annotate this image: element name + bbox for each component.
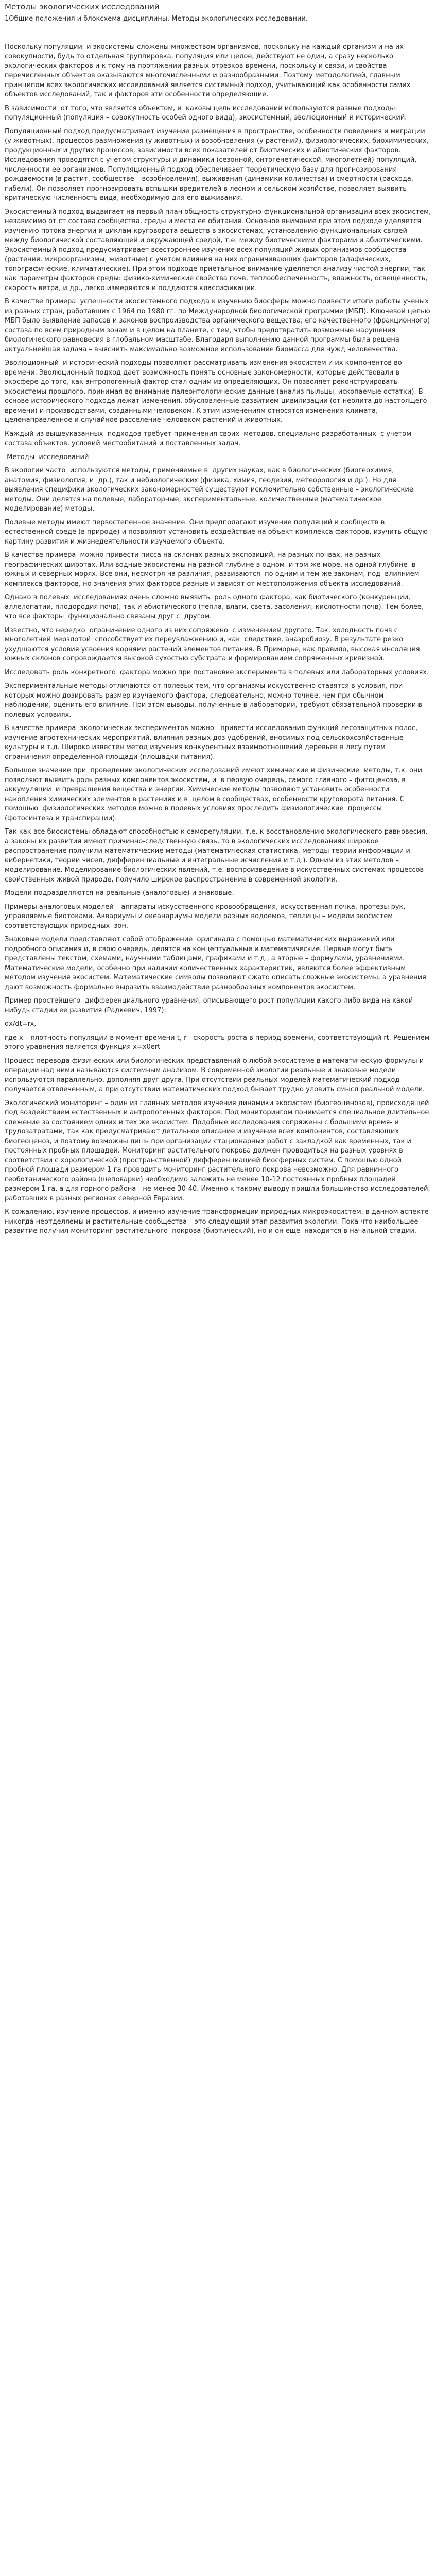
page-title: Методы экологических исследований [5,2,160,11]
paragraph: Экспериментальные методы отличаются от полевых тем, что организмы искусственно ставятся в условия, при которых можно дозировать размер изучаемого фактора, следовательно, можно точнее, чем при обычном наблюдении, оценить его влияние. При этом выводы, полученные в лаборатории, требуют обязательной проверки в полевых условиях. [5,682,425,719]
paragraph: Популяционный подход предусматривает изучение размещения в пространстве, особенности поведения и миграции (у животных), процессов размножения (у животных) и возобновления (у растений), физиологических, биохимических, продукционных и других процессов, зависимости всех показателей от биотических и абиотических факторов. Исследования проводятся с учетом структуры и динамики (сезонной, онтогенетической, многолетней) популяций, численности ее организмов. Популяционный подход обеспечивает теоретическую базу для прогнозирования рождаемости (в растит. сообществе – возобновления), выживания (динамики количества) и смертности (расхода, гибели). Он позволяет прогнозировать вспышки вредителей в лесном и сельском хозяйстве, позволяет выявить критическую численность вида, необходимую для его выживания. [5,127,431,202]
paragraph: В качестве примера можно привести писса на склонах разных экспозиций, на разных почвах, на разных географических широтах. Или водные экосистемы на разной глубине в одном и том же море, на одной глубине в южных и северных морях. Все они, несмотря на различия, развиваются по одним и тем же законам, под влиянием комплекса факторов, но значения этих факторов разные и зависят от местоположения объекта исследований. [5,551,422,588]
paragraph: Так как все биосистемы обладают способностью к саморегуляции, т.е. к восстановлению экологического равновесия, а законы их развития имеют причинно-следственную связь, то в экологических исследованиях широкое распространение получили математические методы (математическая статистика, методы теории информации и кибернетики, теории чисел, дифференциальные и интегральные исчисления и т.д.). Одним из этих методов – моделирование. Моделирование биологических явлений, т.е. воспроизведение в искусственных системах процессов свойственных живой природе, получило широкое распространение в современной экологии. [5,828,430,884]
paragraph: В качестве примера успешности экосистемного подхода к изучению биосферы можно привести итоги работы ученых из разных стран, работавших с 1964 по 1980 гг. по Международной биологической программе (МБП). Ключевой целью МБП было выявление запасов и законов воспроизводства органического вещества, его качественного (фракционного) состава по всем природным зонам и в целом на планете, с тем, чтобы предотвратить возможные нарушения биологического равновесия в глобальном масштабе. Благодаря выполнению данной программы была решена актуальнейшая задача – выяснить максимально возможное использование биомасса для нужд человечества. [5,298,432,353]
paragraph: Экосистемный подход выдвигает на первый план общность структурно-функциональной организации всех экосистем, независимо от ст состава сообщества, среды и места ее обитания. Основное внимание при этом подходе уделяется изучению потока энергии и циклам круговорота веществ в экосистемах, установлению функциональных связей между биологической составляющей и окружающей средой, т.е. между биотическими факторами и абиотическими. Экосистемный подход предусматривает всестороннее изучение всех популяций живых организмов сообщества (растения, микроорганизмы, животные) с учетом влияния на них ограничивающих факторов (эдафических, топографические, климатические). При этом подходе приетальное внимание уделяется анализу чистой энергии, так как параметры факторов среды: физико-химические свойства почв, теплообеспеченность, влажность, освещенность, скорость ветра, и др., легко измеряются и поддаются классификации. [5,208,433,292]
paragraph: Каждый из вышеуказанных подходов требует применения своих методов, специально разработанных с учетом состава объектов, условий местообитаний и поставленных задач. [5,430,414,447]
paragraph: Поскольку популяции и экосистемы сложены множеством организмов, поскольку на каждый организм и на их совокупности, будь то отдельная группировка, популяция или целое, действуют не один, а сразу несколько экологических факторов и к тому на протяжении разных отрезков времени, поскольку и связи, и свойства перечисленных объектов оказываются многочисленными и разнообразными. Поэтому методологией, главным принципом всех экологических исследований является системный подход, учитывающий как особенности самих объектов исследований, так и факторов эти особенности определяющие. [5,43,413,98]
paragraph: Примеры аналоговых моделей – аппараты искусственного кровообращения, искусственная почка, протезы рук, управляемые биотоками. Аквариумы и океанариумы модели разных водоемов, теплицы – модели экосистем соответствующих природных зон. [5,903,408,930]
spacer [5,24,431,43]
paragraph: Однако в полевых исследованиях очень сложно выявить роль одного фактора, как биотического (конкуренции, аллелопатии, плодородия почв), так и абиотического (тепла, влаги, света, засоления, кислотности почв). Тем более, что все факторы функционально связаны друг с другом. [5,594,426,620]
paragraph: В экологии часто используются методы, применяемые в других науках, как в биологических (биогеохимия, анатомия, физиология, и др.), так и небиологических (физика, химия, геодезия, метеорология и др.). Но для выявления специфики экологических закономерностей существуют исключительно собственные – экологические методы. Они делятся на полевые, лабораторные, экспериментальные, количественные (математическое моделирование) методы. [5,467,415,513]
paragraph: Методы исследований [5,453,89,461]
article [0,0,436,1236]
paragraph: Эволюционный и исторический подходы позволяют рассматривать изменения экосистем и их компонентов во времени. Эволюционный подход дает возможность понять основные закономерности, которые действовали в экосфере до того, как антропогенный фактор стал одним из определяющих. Он позволяет реконструировать экосистемы прошлого, принимая во внимание палеонтологические данные (анализ пыльцы, ископаемые остатки). В основе исторического подхода лежат изменения, обусловленные развитием цивилизации (от неолита до настоящего времени) и производствами, созданными человеком. К этим изменениям относятся изменения климата, целенаправленное и случайное расселение человеком растений и животных. [5,359,429,424]
paragraph-list [5,43,431,1236]
paragraph: Полевые методы имеют первостепенное значение. Они предполагают изучение популяций и сообществ в естественной среде (в природе) и позволяют установить воздействие на объект комплекса факторов, изучить общую картину развития и жизнедеятельности изучаемого объекта. [5,518,430,546]
paragraph: Исследовать роль конкретного фактора можно при постановке эксперимента в полевых или лабораторных условиях. [5,668,429,676]
paragraph: Экологический мониторинг – один из главных методов изучения динамики экосистем (биогеоценозов), происходящей под воздействием естественных и антропогенных факторов. Под мониторингом понимается специальное длительное слежение за состоянием одних и тех же экосистем. Подобные исследования сопряжены с большими время- и трудозатратами, так как предусматривают детальное описание и изучение всех компонентов, составляющих биогеоценоз, и поэтому возможны лишь при организации стационарных работ с закладкой как временных, так и постоянных пробных площадей. Мониторинг растительного покрова должен проводиться на разных уровнях в соответствии с хорологической (пространственной) дифференциацией биосферных систем. С помощью одной пробной площади размером 1 га проводить мониторинг растительного покрова невозможно. Для равнинного геоботанического района (шеповарки) необходимо заложить не менее 10-12 постоянных пробных площадей размером 1 га, а для горного района - не менее 30-40. Именно к такому выводу пришли большинство исследователей, работавших в разных регионах северной Евразии. [5,1099,432,1202]
paragraph: К сожалению, изучение процессов, и именно изучение трансформации природных микроэкосистем, в данном аспекте никогда неотделяемы и растительные сообщества – это следующий этап развития экологии. Пока что наибольшее развитие получил мониторинг растительного покрова (биотический), но и он еще находится в начальной стадии. [5,1208,431,1235]
paragraph: dx/dt=rx, [5,1020,37,1028]
paragraph: где x – плотность популяции в момент времени t, r - скорость роста в период времени, соответствующий rt. Решением этого уравнения является функция x=x0ert [5,1033,432,1051]
paragraph: Пример простейшего дифференциального уравнения, описывающего рост популяции какого-либо вида на какой-нибудь стадии ее развития (Радкевич, 1997): [5,997,415,1014]
paragraph: В зависимости от того, что является объектом, и каковы цель исследований используются разные подходы: популяционный (популяция – совокупность особей одного вида), экосистемный, эволюционный и исторический. [5,104,407,122]
paragraph: Большое значение при проведении экологических исследований имеют химические и физические методы, т.к. они позволяют выявить роль разных компонентов экосистем, и в первую очередь, самого главного – фитоценоза, в аккумуляции и превращения вещества и энергии. Химические методы позволяют установить особенности накопления химических элементов в растениях и в целом в сообществах, особенности круговорота питания. С помощью физиологических методов можно в полевых условиях проследить физиологические процессы (фотосинтеза и транспирации). [5,767,425,822]
paragraph: Знаковые модели представляют собой отображение оригинала с помощью математических выражений или подробного описания и, в свою очередь, делятся на концептуальные и математические. Первые могут быть представлены текстом, схемами, научными таблицами, графиками и т.д., а вторые – формулами, уравнениями. Математические модели, особенно при наличии количественных характеристик, являются более эффективным методом изучения экосистем. Математические символы позволяют сжато описать сложные экосистемы, а уравнения дают возможность формально выразить взаимодействие разнообразных компонентов экосистем. [5,936,429,991]
paragraph: В качестве примера экологических экспериментов можно привести исследования функций лесозащитных полос, изучение агротехнических мероприятий, влияния разных доз удобрений, вносимых под сельскохозяйственные культуры и т.д. Широко известен метод изучения конкурентных взаимоотношений деревьев в лесу путем ограничения определенной площади (площадки питания). [5,724,420,761]
paragraph: Известно, что нередко ограничение одного из них сопряжено с изменением другого. Так, холодность почв с многолетней мерзлотой способствует их переувлажнению и, как следствие, анаэробиозу. В результате резко ухудшаются условия усвоения корнями растений элементов питания. В Приморье, как правило, высокая инсоляция южных склонов сопровождается высокой сухостью субстрата и формированием сопряженных кривизной. [5,626,422,663]
paragraph: Модели подразделяются на реальные (аналоговые) и знаковые. [5,889,234,897]
intro-text: 1Общие положения и блоксхема дисциплины. Методы экологических исследовании. [5,15,308,23]
paragraph: Процесс перевода физических или биологических представлений о любой экосистеме в математическую формулы и операции над ними называются системным анализом. В современной экологии реальные и знаковые модели используются параллельно, дополняя друг друга. При отсутствии реальных моделей математический подход получается отвлеченным, а при отсутствии математических подход бывает трудно уловить смысл реальной модели. [5,1057,426,1093]
